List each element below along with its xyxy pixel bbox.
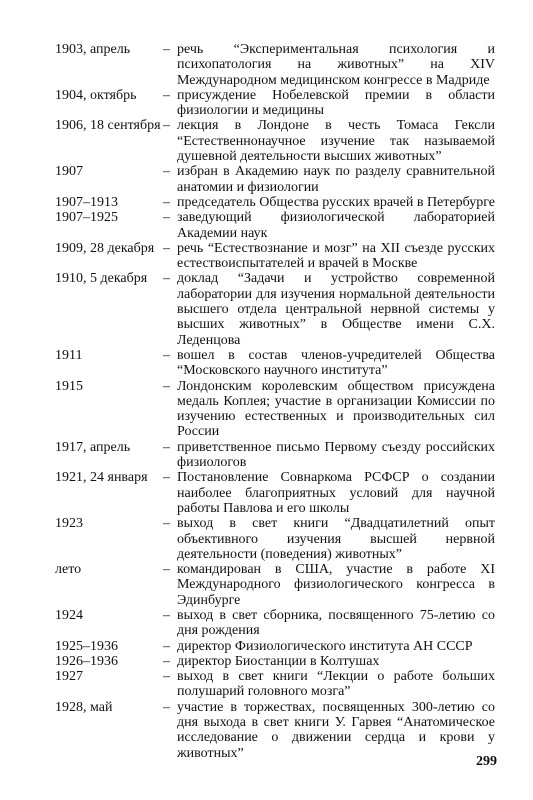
entry-dash: – [163, 378, 170, 394]
entry-date: 1923 [55, 516, 83, 532]
entry-dash: – [163, 347, 170, 363]
chronology-entry [55, 562, 495, 608]
entry-text: председатель Общества русских врачей в Петербурге [177, 194, 495, 210]
entry-dash: – [163, 638, 170, 654]
entry-date: 1906, 18 сентября [55, 118, 161, 134]
chronology-entry [55, 348, 495, 379]
chronology-entry [55, 210, 495, 241]
entry-text: избран в Академию наук по разделу сравнительной анатомии и физиологии [177, 164, 495, 195]
entry-text: выход в свет книги “Лекции о работе больших полушарий головного мозга” [177, 669, 495, 700]
entry-date: 1921, 24 января [55, 470, 148, 486]
entry-dash: – [163, 669, 170, 685]
entry-dash: – [163, 194, 170, 210]
entry-text: выход в свет книги “Двадцатилетний опыт объективного изучения высшей нервной деятельности (поведения) животных” [177, 516, 495, 562]
page-number: 299 [476, 754, 497, 769]
entry-date: 1910, 5 декабря [55, 271, 148, 287]
chronology-entry [55, 241, 495, 272]
entry-text: командирован в США, участие в работе XI Международного физиологического конгресса в Эдинбурге [177, 562, 495, 608]
entry-date: 1917, апрель [55, 439, 131, 455]
entry-date: 1909, 28 декабря [55, 240, 155, 256]
entry-text: Лондонским королевским обществом присуждена медаль Коплея; участие в организации Комиссии по изучению естественных и производительных сил России [177, 378, 495, 440]
entry-date: 1907–1913 [55, 194, 118, 210]
entry-dash: – [163, 516, 170, 532]
entry-dash: – [163, 164, 170, 180]
chronology-entry [55, 669, 495, 700]
entry-text: доклад “Задачи и устройство современной лаборатории для изучения нормальной деятельности высшего отдела центральной нервной системы у высших животных” в Обществе имени С.Х. Леденцова [177, 271, 495, 348]
chronology-entry [55, 42, 495, 88]
entry-date: 1926–1936 [55, 653, 118, 669]
entry-date: 1911 [55, 347, 83, 363]
entry-date: 1915 [55, 378, 83, 394]
entry-text: вошел в состав членов-учредителей Общества “Московского научного института” [177, 347, 495, 379]
entry-dash: – [163, 470, 170, 486]
chronology-entry [55, 608, 495, 639]
entry-dash: – [163, 271, 170, 287]
entry-text: директор Физиологического института АН СССР [177, 638, 473, 654]
entry-dash: – [163, 210, 170, 226]
entry-dash: – [163, 562, 170, 578]
entry-dash: – [163, 607, 170, 623]
chronology-entry [55, 379, 495, 440]
entry-dash: – [163, 439, 170, 455]
entry-date: лето [55, 562, 82, 578]
entry-text: выход в свет сборника, посвященного 75-летию со дня рождения [177, 607, 495, 639]
entry-date: 1925–1936 [55, 638, 118, 654]
chronology-entry [55, 195, 495, 210]
entry-date: 1903, апрель [55, 42, 131, 57]
entry-date: 1928, май [55, 699, 113, 715]
entry-dash: – [163, 118, 170, 134]
entry-text: директор Биостанции в Колтушах [177, 653, 380, 669]
entry-date: 1907–1925 [55, 210, 118, 226]
entry-dash: – [163, 42, 170, 57]
entry-text: приветственное письмо Первому съезду российских физиологов [177, 439, 495, 471]
entry-dash: – [163, 699, 170, 715]
entry-text: заведующий физиологической лабораторией Академии наук [177, 210, 495, 241]
entry-text: речь “Естествознание и мозг” на XII съезде русских естествоиспытателей и врачей в Москве [177, 240, 495, 272]
entry-dash: – [163, 240, 170, 256]
entry-text: лекция в Лондоне в честь Томаса Гексли “Естественнонаучное изучение так называемой душевной деятельности высших животных” [177, 118, 495, 165]
entry-text: присуждение Нобелевской премии в области физиологии и медицины [177, 87, 495, 119]
chronology-entry [55, 440, 495, 471]
entry-dash: – [163, 87, 170, 103]
entry-dash: – [163, 653, 170, 669]
chronology-entry [55, 164, 495, 195]
entry-text: Постановление Совнаркома РСФСР о создании наиболее благоприятных условий для научной работы Павлова и его школы [177, 470, 495, 516]
chronology-entry [55, 700, 495, 761]
entry-text: речь “Экспериментальная психология и психопатология на животных” на XIV Международном медицинском конгрессе в Мадриде [177, 42, 495, 88]
chronology-entry [55, 516, 495, 562]
chronology-entry [55, 654, 495, 669]
entry-date: 1924 [55, 607, 83, 623]
chronology-entry [55, 118, 495, 164]
chronology-entry [55, 88, 495, 119]
chronology-entry [55, 639, 495, 654]
chronology-entry [55, 470, 495, 516]
entry-date: 1907 [55, 164, 83, 180]
chronology-list [55, 42, 495, 761]
entry-text: участие в торжествах, посвященных 300-летию со дня выхода в свет книги У. Гарвея “Анатомическое исследование о движении сердца и крови у животных” [177, 699, 495, 761]
entry-date: 1904, октябрь [55, 87, 137, 103]
entry-date: 1927 [55, 669, 83, 685]
chronology-entry [55, 271, 495, 347]
